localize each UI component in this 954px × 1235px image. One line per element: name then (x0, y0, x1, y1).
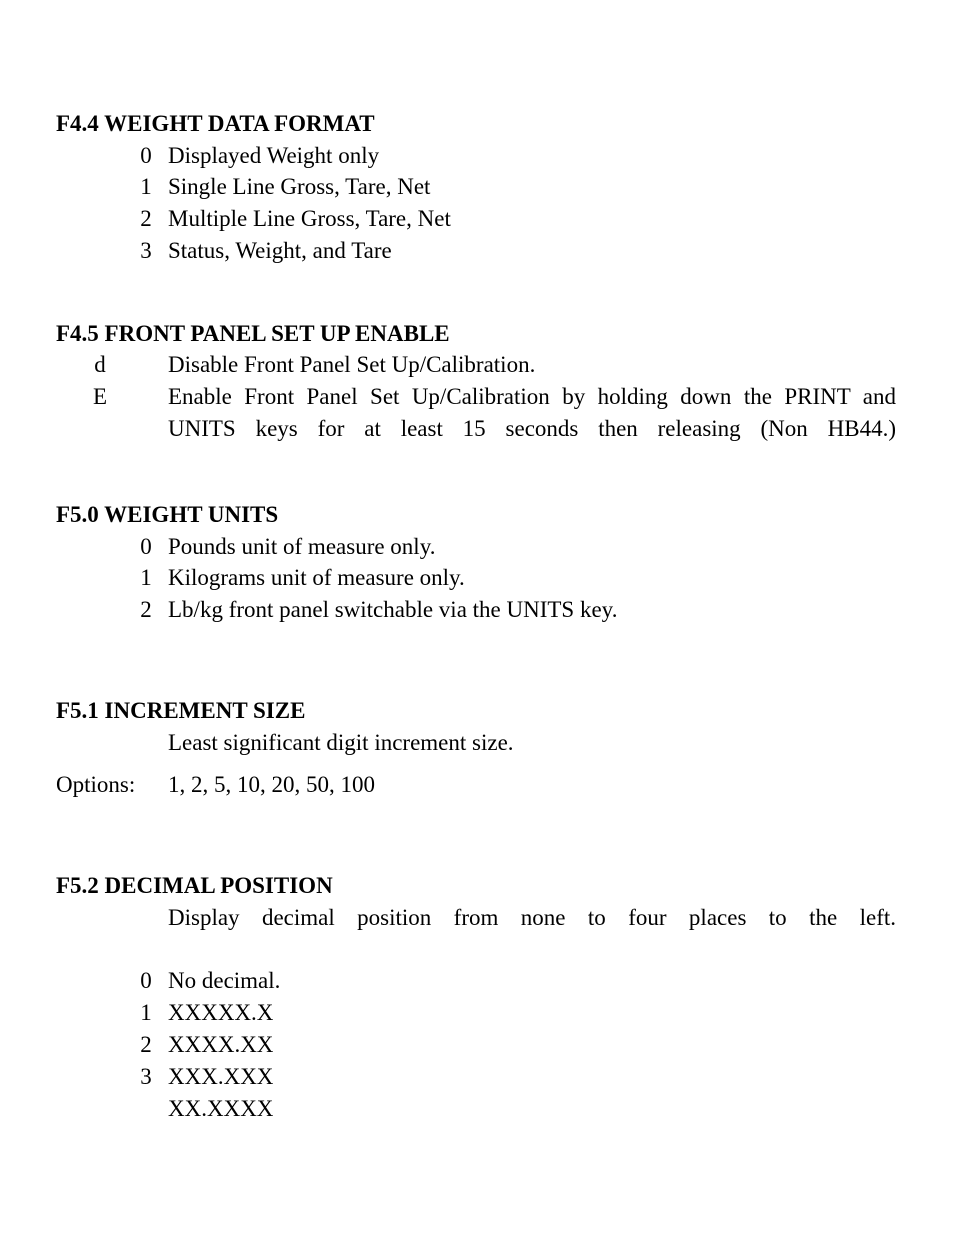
option-key: E (92, 384, 108, 409)
option-key: 2 (140, 1032, 152, 1057)
option-text: XXXX.XX (168, 1032, 274, 1057)
option-text: XXXXX.X (168, 1000, 274, 1025)
heading-f45: F4.5 FRONT PANEL SET UP ENABLE (56, 321, 450, 346)
options-label: Options: (56, 772, 136, 797)
option-text-line1: Enable Front Panel Set Up/Calibration by holding down the PRINT and (168, 384, 896, 409)
option-text: XX.XXXX (168, 1096, 274, 1121)
option-text-line2: UNITS keys for at least 15 seconds then releasing (Non HB44.) (168, 416, 896, 441)
heading-f50: F5.0 WEIGHT UNITS (56, 502, 279, 527)
option-key: 3 (140, 238, 152, 263)
option-key: 2 (140, 206, 152, 231)
option-text: Pounds unit of measure only. (168, 534, 436, 559)
option-key: 0 (140, 143, 152, 168)
option-key: 0 (140, 534, 152, 559)
option-text: Multiple Line Gross, Tare, Net (168, 206, 451, 231)
option-text: XXX.XXX (168, 1064, 274, 1089)
option-key: 1 (140, 565, 152, 590)
option-key: d (94, 352, 106, 377)
option-key: 2 (140, 597, 152, 622)
options-value: 1, 2, 5, 10, 20, 50, 100 (168, 772, 375, 797)
option-text: Lb/kg front panel switchable via the UNITS key. (168, 597, 618, 622)
option-text: Displayed Weight only (168, 143, 380, 168)
option-key: 1 (140, 1000, 152, 1025)
section-description: Least significant digit increment size. (168, 730, 514, 755)
heading-f44: F4.4 WEIGHT DATA FORMAT (56, 111, 375, 136)
option-key: 0 (140, 968, 152, 993)
heading-f51: F5.1 INCREMENT SIZE (56, 698, 306, 723)
option-key: 1 (140, 174, 152, 199)
option-text: Single Line Gross, Tare, Net (168, 174, 431, 199)
option-text: Disable Front Panel Set Up/Calibration. (168, 352, 536, 377)
section-description: Display decimal position from none to four places to the left. (168, 905, 896, 930)
option-text: No decimal. (168, 968, 281, 993)
option-text: Kilograms unit of measure only. (168, 565, 465, 590)
option-text: Status, Weight, and Tare (168, 238, 392, 263)
option-key: 3 (140, 1064, 152, 1089)
heading-f52: F5.2 DECIMAL POSITION (56, 873, 333, 898)
